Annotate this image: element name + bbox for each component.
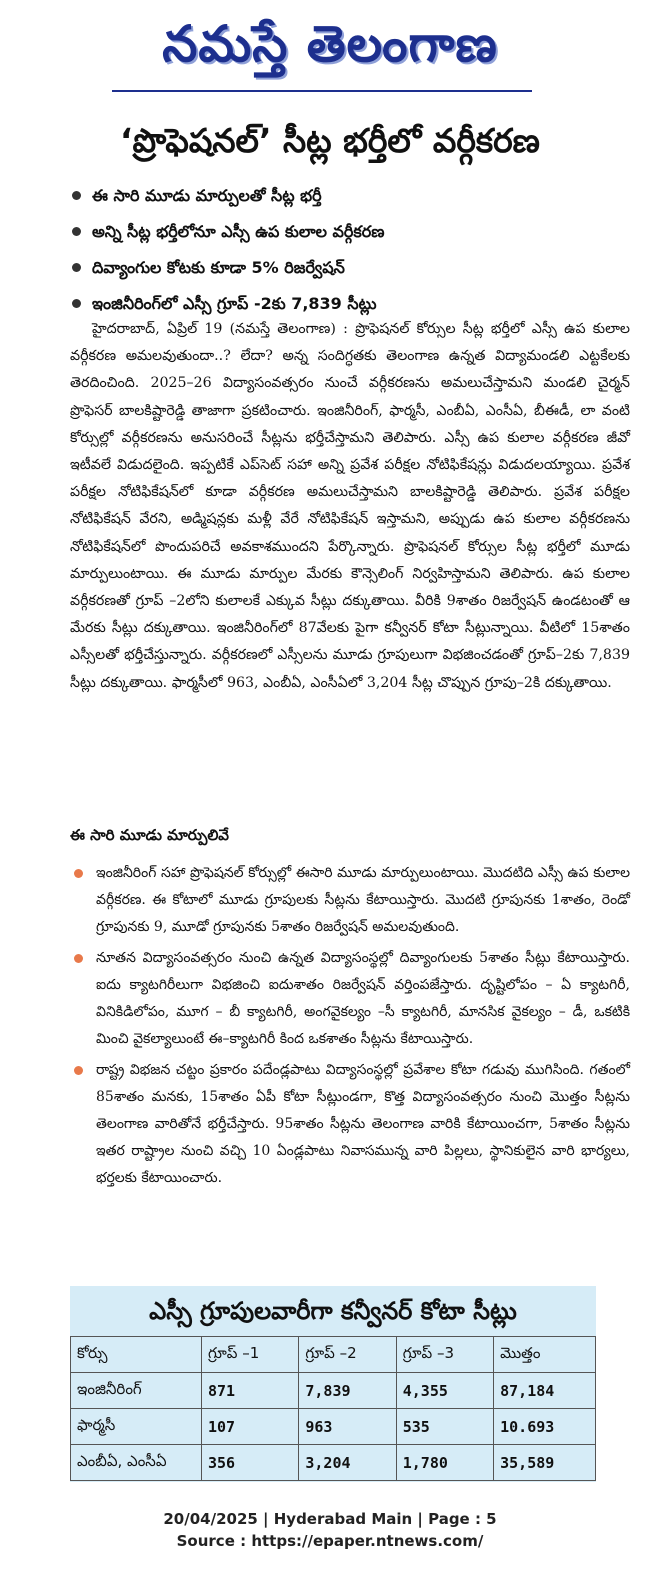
- bullet-icon: [74, 954, 83, 963]
- bullet-icon: [74, 1066, 83, 1075]
- change-item: [70, 945, 630, 1053]
- header-total: మొత్తం: [494, 1337, 596, 1373]
- section-subheading: ఈ సారి మూడు మార్పులివే: [70, 826, 229, 844]
- bullet-icon: [74, 869, 83, 878]
- bullet-icon: [72, 263, 81, 272]
- cell-group-3: 535: [396, 1409, 493, 1445]
- table-row: [71, 1373, 596, 1409]
- bullet-icon: [72, 191, 81, 200]
- page-footer: [0, 1508, 660, 1552]
- cell-group-1: 107: [202, 1409, 299, 1445]
- highlight-text: ఇంజినీరింగ్‌లో ఎస్సీ గ్రూప్ -2కు 7,839 సీట్లు: [92, 294, 377, 313]
- newspaper-logo: నమస్తే తెలంగాణ: [162, 15, 498, 73]
- cell-total: 10.693: [494, 1409, 596, 1445]
- cell-group-2: 3,204: [299, 1445, 396, 1481]
- header-group-3: గ్రూప్ –3: [396, 1337, 493, 1373]
- quota-table-box: [70, 1286, 596, 1482]
- bullet-icon: [72, 227, 81, 236]
- highlight-text: అన్ని సీట్ల భర్తీలోనూ ఎస్సీ ఉప కులాల వర్గీకరణ: [92, 222, 385, 241]
- change-item: [70, 1057, 630, 1192]
- change-text: ఇంజినీరింగ్ సహా ప్రొఫెషనల్ కోర్సుల్లో ఈసారి మూడు మార్పులుంటాయి. మొదటిది ఎస్సీ ఉప కులాల వర్గీకరణ. ఈ కోటాలో మూడు గ్రూపులకు సీట్లను కేటాయిస్తారు. మొదటి గ్రూపునకు 1శాతం, రెండో గ్రూపునకు 9, మూడో గ్రూపునకు 5శాతం రిజర్వేషన్ అమలవుతుంది.: [96, 865, 630, 935]
- source-link[interactable]: Source : https://epaper.ntnews.com/: [176, 1532, 484, 1550]
- cell-group-1: 356: [202, 1445, 299, 1481]
- cell-group-3: 4,355: [396, 1373, 493, 1409]
- header-course: కోర్సు: [71, 1337, 202, 1373]
- changes-list: [70, 860, 630, 1196]
- article-body: హైదరాబాద్, ఏప్రిల్ 19 (నమస్తే తెలంగాణ) : ప్రొఫెషనల్ కోర్సుల సీట్ల భర్తీలో ఎస్సీ ఉప కులాల వర్గీకరణ అమలవుతుందా..? లేదా? అన్న సందిగ్ధతకు తెలంగాణ ఉన్నత విద్యామండలి ఎట్టకేలకు తెరదించింది. 2025–26 విద్యాసంవత్సరం నుంచే వర్గీకరణను అమలుచేస్తామని మండలి చైర్మన్ ప్రొఫెసర్ బాలకిష్టారెడ్డి తాజాగా ప్రకటించారు. ఇంజినీరింగ్, ఫార్మసీ, ఎంబీఏ, ఎంసీఏ, బీఈడీ, లా వంటి కోర్సుల్లో వర్గీకరణను అనుసరించే సీట్లను భర్తీచేస్తామని తెలిపారు. ఎస్సీ ఉప కులాల వర్గీకరణ జీవో ఇటీవలే విడుదలైంది. ఇప్పటికే ఎప్‌సెట్ సహా అన్ని ప్రవేశ పరీక్షల నోటిఫికేషన్లు విడుదలయ్యాయి. ప్రవేశ పరీక్షల నోటిఫికేషన్‌లో కూడా వర్గీకరణ అమలుచేస్తామని బాలకిష్టారెడ్డి తెలిపారు. ప్రవేశ పరీక్షల నోటిఫికేషన్ వేరని, అడ్మిషన్లకు మళ్లీ వేరే నోటిఫికేషన్ ఇస్తామని, అప్పుడు ఉప కులాల వర్గీకరణను నోటిఫికేషన్‌లో పొందుపరిచే అవకాశముందని పేర్కొన్నారు. ప్రొఫెషనల్ కోర్సుల సీట్ల భర్తీలో మూడు మార్పులుంటాయి. ఈ మూడు మార్పుల మేరకు కౌన్సెలింగ్ నిర్వహిస్తామని తెలిపారు. ఉప కులాల వర్గీకరణతో గ్రూప్ –2లోని కులాలకే ఎక్కువ సీట్లు దక్కుతాయి. వీరికి 9శాతం రిజర్వేషన్ ఉండటంతో ఆ మేరకు సీట్లు దక్కుతాయి. ఇంజినీరింగ్‌లో 87వేలకు పైగా కన్వీనర్ కోటా సీట్లున్నాయి. వీటిలో 15శాతం ఎస్సీలతో భర్తీచేస్తున్నారు. వర్గీకరణలో ఎస్సీలను మూడు గ్రూపులుగా విభజించడంతో గ్రూప్–2కు 7,839 సీట్లు దక్కుతాయి. ఫార్మసీలో 963, ఎంబీఏ, ఎంసీఏలో 3,204 సీట్ల చొప్పున గ్రూపు–2కి దక్కుతాయి.: [70, 321, 630, 691]
- change-text: నూతన విద్యాసంవత్సరం నుంచి ఉన్నత విద్యాసంస్థల్లో దివ్యాంగులకు 5శాతం సీట్లు కేటాయిస్తారు. ఐదు క్యాటగిరీలుగా విభజించి ఐదుశాతం రిజర్వేషన్ వర్తింపజేస్తారు. దృష్టిలోపం – ఏ క్యాటగిరీ, వినికిడిలోపం, మూగ – బీ క్యాటగిరీ, అంగవైకల్యం –సీ క్యాటగిరీ, మానసిక వైకల్యం – డీ, ఒకటికి మించి వైకల్యాలుంటే ఈ–క్యాటగిరీ కింద ఒకశాతం సీట్లను కేటాయిస్తారు.: [96, 950, 630, 1047]
- highlight-text: ఈ సారి మూడు మార్పులతో సీట్ల భర్తీ: [92, 186, 322, 205]
- highlight-item: [70, 250, 630, 286]
- edition-info: 20/04/2025 | Hyderabad Main | Page : 5: [163, 1510, 497, 1528]
- highlight-text: దివ్యాంగుల కోటకు కూడా 5% రిజర్వేషన్: [92, 258, 345, 277]
- masthead: [0, 8, 660, 88]
- cell-total: 87,184: [494, 1373, 596, 1409]
- quota-table: [70, 1336, 596, 1481]
- article-headline: ‘ప్రొఫెషనల్’ సీట్ల భర్తీలో వర్గీకరణ: [120, 121, 540, 160]
- table-header-row: [71, 1337, 596, 1373]
- cell-course: ఫార్మసీ: [71, 1409, 202, 1445]
- header-group-2: గ్రూప్ –2: [299, 1337, 396, 1373]
- table-row: [71, 1445, 596, 1481]
- table-row: [71, 1409, 596, 1445]
- cell-course: ఇంజినీరింగ్: [71, 1373, 202, 1409]
- cell-course: ఎంబీఏ, ఎంసీఏ: [71, 1445, 202, 1481]
- highlight-bullets: [70, 178, 630, 322]
- cell-total: 35,589: [494, 1445, 596, 1481]
- highlight-item: [70, 214, 630, 250]
- header-group-1: గ్రూప్ –1: [202, 1337, 299, 1373]
- change-text: రాష్ట్ర విభజన చట్టం ప్రకారం పదేండ్లపాటు విద్యాసంస్థల్లో ప్రవేశాల కోటా గడువు ముగిసింది. గతంలో 85శాతం మనకు, 15శాతం ఏపీ కోటా సీట్లుండగా, కొత్త విద్యాసంవత్సరం నుంచి మొత్తం సీట్లను తెలంగాణ వారితోనే భర్తీచేస్తారు. 95శాతం సీట్లను తెలంగాణ వారికి కేటాయించగా, 5శాతం సీట్లను ఇతర రాష్ట్రాల నుంచి వచ్చి 10 ఏండ్లపాటు నివాసమున్న వారి పిల్లలు, స్థానికులైన వారి భార్యలు, భర్తలకు కేటాయించారు.: [96, 1062, 630, 1186]
- highlight-item: [70, 178, 630, 214]
- cell-group-2: 7,839: [299, 1373, 396, 1409]
- cell-group-1: 871: [202, 1373, 299, 1409]
- cell-group-2: 963: [299, 1409, 396, 1445]
- bullet-icon: [72, 299, 81, 308]
- table-title: ఎస్సీ గ్రూపులవారీగా కన్వీనర్ కోటా సీట్లు: [149, 1297, 517, 1325]
- masthead-divider: [112, 90, 532, 92]
- change-item: [70, 860, 630, 941]
- cell-group-3: 1,780: [396, 1445, 493, 1481]
